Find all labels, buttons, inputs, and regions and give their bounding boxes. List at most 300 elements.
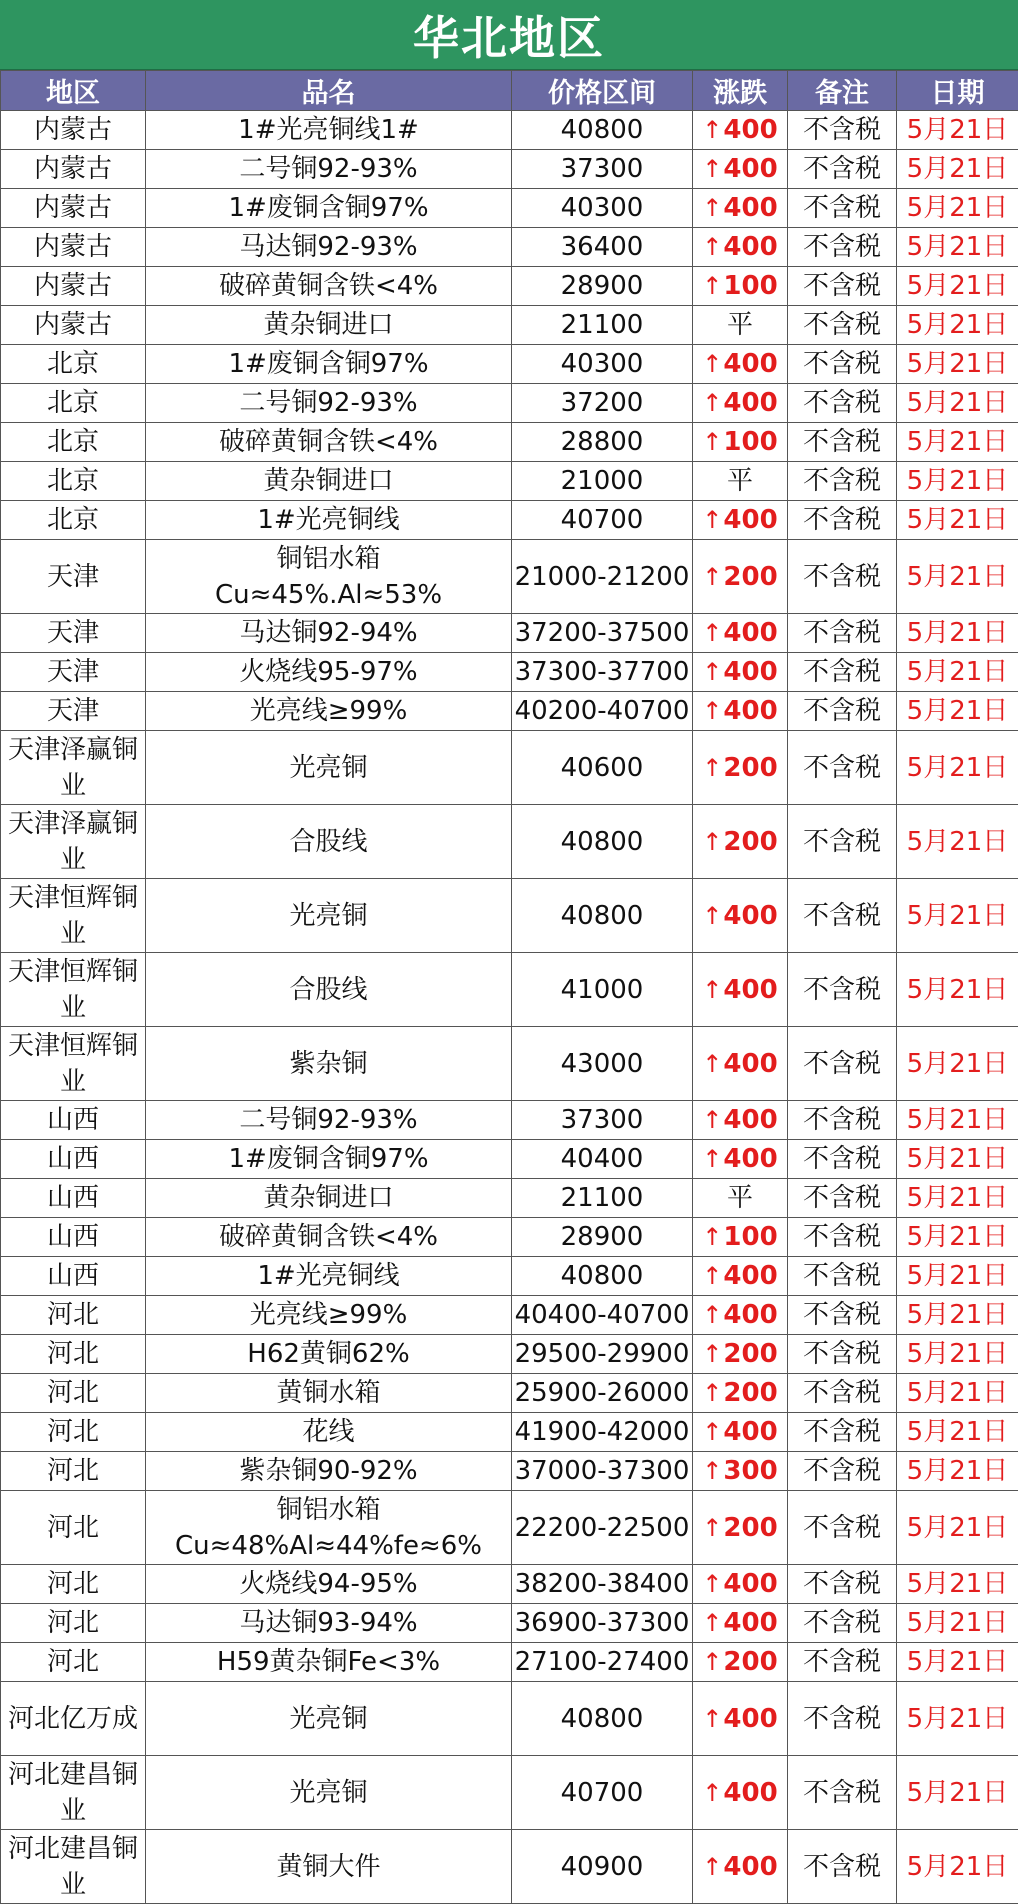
table-row <box>1 1179 1018 1218</box>
product-cell: 光亮线≥99% <box>146 1296 512 1335</box>
date-cell: 5月21日 <box>897 1296 1018 1335</box>
table-row <box>1 1335 1018 1374</box>
price-cell: 36400 <box>512 228 693 267</box>
change-cell: ↑200 <box>693 1374 788 1413</box>
up-arrow-icon: ↑ <box>702 1609 722 1637</box>
date-cell: 5月21日 <box>897 879 1018 953</box>
up-arrow-icon: ↑ <box>702 272 722 300</box>
region-cell: 河北 <box>1 1296 146 1335</box>
product-cell: 二号铜92-93% <box>146 1101 512 1140</box>
date-cell: 5月21日 <box>897 1452 1018 1491</box>
region-cell: 内蒙古 <box>1 267 146 306</box>
table-row <box>1 345 1018 384</box>
region-cell: 内蒙古 <box>1 306 146 345</box>
change-cell: ↑400 <box>693 692 788 731</box>
date-cell: 5月21日 <box>897 384 1018 423</box>
date-cell: 5月21日 <box>897 692 1018 731</box>
price-cell: 40800 <box>512 1257 693 1296</box>
up-arrow-icon: ↑ <box>702 1779 722 1807</box>
product-cell: 黄铜大件 <box>146 1830 512 1904</box>
change-cell: ↑400 <box>693 111 788 150</box>
table-row <box>1 501 1018 540</box>
up-arrow-icon: ↑ <box>702 1705 722 1733</box>
table-row <box>1 653 1018 692</box>
up-arrow-icon: ↑ <box>702 194 722 222</box>
price-cell: 25900-26000 <box>512 1374 693 1413</box>
table-row <box>1 267 1018 306</box>
product-cell: 破碎黄铜含铁<4% <box>146 423 512 462</box>
product-cell: 花线 <box>146 1413 512 1452</box>
change-cell: ↑400 <box>693 1140 788 1179</box>
change-cell: ↑400 <box>693 1565 788 1604</box>
note-cell: 不含税 <box>788 1604 897 1643</box>
region-cell: 河北 <box>1 1491 146 1565</box>
note-cell: 不含税 <box>788 1140 897 1179</box>
product-cell: 火烧线95-97% <box>146 653 512 692</box>
price-cell: 43000 <box>512 1027 693 1101</box>
region-cell: 河北 <box>1 1374 146 1413</box>
up-arrow-icon: ↑ <box>702 1418 722 1446</box>
product-cell: 1#废铜含铜97% <box>146 345 512 384</box>
product-cell: 二号铜92-93% <box>146 384 512 423</box>
up-arrow-icon: ↑ <box>702 1514 722 1542</box>
header-row <box>1 71 1018 111</box>
up-arrow-icon: ↑ <box>702 506 722 534</box>
date-cell: 5月21日 <box>897 805 1018 879</box>
change-cell: ↑400 <box>693 1682 788 1756</box>
table-row <box>1 1296 1018 1335</box>
date-cell: 5月21日 <box>897 653 1018 692</box>
date-cell: 5月21日 <box>897 1604 1018 1643</box>
note-cell: 不含税 <box>788 1218 897 1257</box>
change-cell: ↑200 <box>693 1491 788 1565</box>
date-cell: 5月21日 <box>897 1179 1018 1218</box>
date-cell: 5月21日 <box>897 1218 1018 1257</box>
column-header-date: 日期 <box>897 71 1018 111</box>
change-cell: ↑400 <box>693 1101 788 1140</box>
note-cell: 不含税 <box>788 111 897 150</box>
price-cell: 40200-40700 <box>512 692 693 731</box>
date-cell: 5月21日 <box>897 1027 1018 1101</box>
up-arrow-icon: ↑ <box>702 1262 722 1290</box>
product-cell: 光亮铜 <box>146 1682 512 1756</box>
price-cell: 37200-37500 <box>512 614 693 653</box>
region-cell: 天津 <box>1 692 146 731</box>
up-arrow-icon: ↑ <box>702 1340 722 1368</box>
price-cell: 40400-40700 <box>512 1296 693 1335</box>
region-cell: 河北建昌铜 业 <box>1 1756 146 1830</box>
product-cell: 马达铜92-93% <box>146 228 512 267</box>
page-title: 华北地区 <box>0 0 1018 70</box>
product-cell: 马达铜92-94% <box>146 614 512 653</box>
note-cell: 不含税 <box>788 953 897 1027</box>
region-cell: 内蒙古 <box>1 111 146 150</box>
price-cell: 37000-37300 <box>512 1452 693 1491</box>
product-cell: 1#废铜含铜97% <box>146 189 512 228</box>
up-arrow-icon: ↑ <box>702 1379 722 1407</box>
change-cell: ↑100 <box>693 267 788 306</box>
up-arrow-icon: ↑ <box>702 658 722 686</box>
change-cell: ↑400 <box>693 228 788 267</box>
table-row <box>1 1027 1018 1101</box>
note-cell: 不含税 <box>788 1101 897 1140</box>
date-cell: 5月21日 <box>897 228 1018 267</box>
column-header-note: 备注 <box>788 71 897 111</box>
table-row <box>1 1604 1018 1643</box>
table-row <box>1 1257 1018 1296</box>
column-header-change: 涨跌 <box>693 71 788 111</box>
price-cell: 21100 <box>512 306 693 345</box>
date-cell: 5月21日 <box>897 1101 1018 1140</box>
table-row <box>1 111 1018 150</box>
product-cell: 1#光亮铜线1# <box>146 111 512 150</box>
date-cell: 5月21日 <box>897 1491 1018 1565</box>
date-cell: 5月21日 <box>897 267 1018 306</box>
region-cell: 内蒙古 <box>1 150 146 189</box>
region-cell: 河北建昌铜 业 <box>1 1830 146 1904</box>
change-cell: 平 <box>693 462 788 501</box>
table-row <box>1 1756 1018 1830</box>
up-arrow-icon: ↑ <box>702 619 722 647</box>
region-cell: 山西 <box>1 1218 146 1257</box>
product-cell: 火烧线94-95% <box>146 1565 512 1604</box>
note-cell: 不含税 <box>788 384 897 423</box>
product-cell: 1#光亮铜线 <box>146 501 512 540</box>
product-cell: 光亮线≥99% <box>146 692 512 731</box>
price-cell: 38200-38400 <box>512 1565 693 1604</box>
region-cell: 北京 <box>1 462 146 501</box>
region-cell: 河北 <box>1 1335 146 1374</box>
up-arrow-icon: ↑ <box>702 754 722 782</box>
price-cell: 37300-37700 <box>512 653 693 692</box>
product-cell: 光亮铜 <box>146 1756 512 1830</box>
note-cell: 不含税 <box>788 1257 897 1296</box>
region-cell: 河北亿万成 <box>1 1682 146 1756</box>
table-row <box>1 1452 1018 1491</box>
table-row <box>1 1830 1018 1904</box>
up-arrow-icon: ↑ <box>702 155 722 183</box>
change-cell: ↑400 <box>693 953 788 1027</box>
note-cell: 不含税 <box>788 189 897 228</box>
date-cell: 5月21日 <box>897 345 1018 384</box>
note-cell: 不含税 <box>788 540 897 614</box>
change-cell: ↑400 <box>693 1830 788 1904</box>
price-cell: 41000 <box>512 953 693 1027</box>
note-cell: 不含税 <box>788 423 897 462</box>
change-cell: ↑400 <box>693 384 788 423</box>
region-cell: 河北 <box>1 1565 146 1604</box>
product-cell: 光亮铜 <box>146 731 512 805</box>
price-cell: 40800 <box>512 1682 693 1756</box>
product-cell: 黄杂铜进口 <box>146 306 512 345</box>
table-row <box>1 462 1018 501</box>
up-arrow-icon: ↑ <box>702 1223 722 1251</box>
note-cell: 不含税 <box>788 150 897 189</box>
region-cell: 山西 <box>1 1101 146 1140</box>
price-cell: 40900 <box>512 1830 693 1904</box>
up-arrow-icon: ↑ <box>702 1106 722 1134</box>
note-cell: 不含税 <box>788 1643 897 1682</box>
note-cell: 不含税 <box>788 462 897 501</box>
date-cell: 5月21日 <box>897 501 1018 540</box>
change-cell: ↑400 <box>693 1257 788 1296</box>
up-arrow-icon: ↑ <box>702 389 722 417</box>
price-cell: 40800 <box>512 879 693 953</box>
table-row <box>1 731 1018 805</box>
change-cell: ↑100 <box>693 1218 788 1257</box>
product-cell: H59黄杂铜Fe<3% <box>146 1643 512 1682</box>
date-cell: 5月21日 <box>897 540 1018 614</box>
price-cell: 21000-21200 <box>512 540 693 614</box>
table-row <box>1 1101 1018 1140</box>
date-cell: 5月21日 <box>897 306 1018 345</box>
product-cell: 黄杂铜进口 <box>146 1179 512 1218</box>
note-cell: 不含税 <box>788 692 897 731</box>
product-cell: 紫杂铜90-92% <box>146 1452 512 1491</box>
change-cell: ↑400 <box>693 345 788 384</box>
price-cell: 40300 <box>512 189 693 228</box>
note-cell: 不含税 <box>788 879 897 953</box>
region-cell: 天津 <box>1 540 146 614</box>
date-cell: 5月21日 <box>897 1257 1018 1296</box>
table-row <box>1 1491 1018 1565</box>
note-cell: 不含税 <box>788 1179 897 1218</box>
table-row <box>1 306 1018 345</box>
date-cell: 5月21日 <box>897 111 1018 150</box>
table-row <box>1 423 1018 462</box>
date-cell: 5月21日 <box>897 1413 1018 1452</box>
product-cell: 黄杂铜进口 <box>146 462 512 501</box>
up-arrow-icon: ↑ <box>702 1570 722 1598</box>
product-cell: 1#废铜含铜97% <box>146 1140 512 1179</box>
region-cell: 天津 <box>1 653 146 692</box>
change-cell: ↑200 <box>693 805 788 879</box>
price-cell: 21100 <box>512 1179 693 1218</box>
region-cell: 天津恒辉铜 业 <box>1 953 146 1027</box>
date-cell: 5月21日 <box>897 1830 1018 1904</box>
product-cell: 马达铜93-94% <box>146 1604 512 1643</box>
price-cell: 40700 <box>512 1756 693 1830</box>
up-arrow-icon: ↑ <box>702 828 722 856</box>
note-cell: 不含税 <box>788 1335 897 1374</box>
column-header-price: 价格区间 <box>512 71 693 111</box>
change-cell: ↑200 <box>693 1335 788 1374</box>
product-cell: H62黄铜62% <box>146 1335 512 1374</box>
product-cell: 光亮铜 <box>146 879 512 953</box>
table-row <box>1 614 1018 653</box>
region-cell: 河北 <box>1 1643 146 1682</box>
price-cell: 36900-37300 <box>512 1604 693 1643</box>
product-cell: 破碎黄铜含铁<4% <box>146 1218 512 1257</box>
date-cell: 5月21日 <box>897 1643 1018 1682</box>
change-cell: ↑100 <box>693 423 788 462</box>
date-cell: 5月21日 <box>897 1682 1018 1756</box>
up-arrow-icon: ↑ <box>702 233 722 261</box>
price-table <box>0 70 1018 1904</box>
region-cell: 天津泽赢铜 业 <box>1 731 146 805</box>
price-cell: 40600 <box>512 731 693 805</box>
note-cell: 不含税 <box>788 228 897 267</box>
note-cell: 不含税 <box>788 1491 897 1565</box>
note-cell: 不含税 <box>788 1374 897 1413</box>
product-cell: 二号铜92-93% <box>146 150 512 189</box>
table-row <box>1 228 1018 267</box>
date-cell: 5月21日 <box>897 614 1018 653</box>
date-cell: 5月21日 <box>897 1756 1018 1830</box>
column-header-product: 品名 <box>146 71 512 111</box>
region-cell: 河北 <box>1 1604 146 1643</box>
note-cell: 不含税 <box>788 345 897 384</box>
product-cell: 1#光亮铜线 <box>146 1257 512 1296</box>
up-arrow-icon: ↑ <box>702 1301 722 1329</box>
price-cell: 41900-42000 <box>512 1413 693 1452</box>
up-arrow-icon: ↑ <box>702 1050 722 1078</box>
region-cell: 天津泽赢铜 业 <box>1 805 146 879</box>
region-cell: 河北 <box>1 1452 146 1491</box>
note-cell: 不含税 <box>788 653 897 692</box>
change-cell: ↑400 <box>693 501 788 540</box>
product-cell: 破碎黄铜含铁<4% <box>146 267 512 306</box>
price-cell: 28800 <box>512 423 693 462</box>
region-cell: 北京 <box>1 384 146 423</box>
region-cell: 山西 <box>1 1179 146 1218</box>
change-cell: 平 <box>693 306 788 345</box>
note-cell: 不含税 <box>788 1756 897 1830</box>
note-cell: 不含税 <box>788 306 897 345</box>
table-body <box>1 111 1018 1904</box>
table-row <box>1 879 1018 953</box>
date-cell: 5月21日 <box>897 189 1018 228</box>
product-cell: 合股线 <box>146 805 512 879</box>
change-cell: ↑400 <box>693 879 788 953</box>
product-cell: 合股线 <box>146 953 512 1027</box>
date-cell: 5月21日 <box>897 953 1018 1027</box>
date-cell: 5月21日 <box>897 150 1018 189</box>
price-cell: 28900 <box>512 267 693 306</box>
note-cell: 不含税 <box>788 614 897 653</box>
region-cell: 北京 <box>1 501 146 540</box>
note-cell: 不含税 <box>788 501 897 540</box>
change-cell: ↑400 <box>693 1413 788 1452</box>
change-cell: ↑200 <box>693 540 788 614</box>
note-cell: 不含税 <box>788 1565 897 1604</box>
change-cell: ↑400 <box>693 189 788 228</box>
change-cell: ↑400 <box>693 1756 788 1830</box>
up-arrow-icon: ↑ <box>702 428 722 456</box>
table-row <box>1 1374 1018 1413</box>
note-cell: 不含税 <box>788 1296 897 1335</box>
price-cell: 40400 <box>512 1140 693 1179</box>
table-row <box>1 189 1018 228</box>
region-cell: 内蒙古 <box>1 228 146 267</box>
price-cell: 40300 <box>512 345 693 384</box>
product-cell: 紫杂铜 <box>146 1027 512 1101</box>
region-cell: 河北 <box>1 1413 146 1452</box>
table-row <box>1 540 1018 614</box>
table-row <box>1 384 1018 423</box>
note-cell: 不含税 <box>788 1830 897 1904</box>
change-cell: ↑400 <box>693 1296 788 1335</box>
change-cell: ↑400 <box>693 653 788 692</box>
change-cell: ↑400 <box>693 1604 788 1643</box>
column-header-region: 地区 <box>1 71 146 111</box>
product-cell: 黄铜水箱 <box>146 1374 512 1413</box>
price-cell: 29500-29900 <box>512 1335 693 1374</box>
table-row <box>1 692 1018 731</box>
change-cell: ↑400 <box>693 1027 788 1101</box>
table-row <box>1 1140 1018 1179</box>
up-arrow-icon: ↑ <box>702 116 722 144</box>
price-cell: 37300 <box>512 1101 693 1140</box>
region-cell: 北京 <box>1 345 146 384</box>
date-cell: 5月21日 <box>897 1140 1018 1179</box>
price-cell: 28900 <box>512 1218 693 1257</box>
product-cell: 铜铝水箱 Cu≈45%.Al≈53% <box>146 540 512 614</box>
price-cell: 40800 <box>512 805 693 879</box>
price-cell: 27100-27400 <box>512 1643 693 1682</box>
change-cell: ↑300 <box>693 1452 788 1491</box>
up-arrow-icon: ↑ <box>702 1457 722 1485</box>
note-cell: 不含税 <box>788 1027 897 1101</box>
change-cell: 平 <box>693 1179 788 1218</box>
note-cell: 不含税 <box>788 805 897 879</box>
price-cell: 21000 <box>512 462 693 501</box>
table-row <box>1 1682 1018 1756</box>
table-row <box>1 1643 1018 1682</box>
region-cell: 天津恒辉铜 业 <box>1 879 146 953</box>
date-cell: 5月21日 <box>897 462 1018 501</box>
price-cell: 40800 <box>512 111 693 150</box>
date-cell: 5月21日 <box>897 1335 1018 1374</box>
change-cell: ↑400 <box>693 150 788 189</box>
change-cell: ↑200 <box>693 731 788 805</box>
note-cell: 不含税 <box>788 1452 897 1491</box>
note-cell: 不含税 <box>788 267 897 306</box>
date-cell: 5月21日 <box>897 1374 1018 1413</box>
region-cell: 天津恒辉铜 业 <box>1 1027 146 1101</box>
product-cell: 铜铝水箱 Cu≈48%Al≈44%fe≈6% <box>146 1491 512 1565</box>
note-cell: 不含税 <box>788 1413 897 1452</box>
price-cell: 22200-22500 <box>512 1491 693 1565</box>
table-row <box>1 1413 1018 1452</box>
up-arrow-icon: ↑ <box>702 976 722 1004</box>
price-cell: 40700 <box>512 501 693 540</box>
region-cell: 北京 <box>1 423 146 462</box>
date-cell: 5月21日 <box>897 731 1018 805</box>
price-cell: 37200 <box>512 384 693 423</box>
table-row <box>1 1565 1018 1604</box>
price-cell: 37300 <box>512 150 693 189</box>
table-row <box>1 1218 1018 1257</box>
up-arrow-icon: ↑ <box>702 350 722 378</box>
date-cell: 5月21日 <box>897 423 1018 462</box>
note-cell: 不含税 <box>788 731 897 805</box>
change-cell: ↑200 <box>693 1643 788 1682</box>
up-arrow-icon: ↑ <box>702 563 722 591</box>
note-cell: 不含税 <box>788 1682 897 1756</box>
date-cell: 5月21日 <box>897 1565 1018 1604</box>
region-cell: 山西 <box>1 1140 146 1179</box>
region-cell: 天津 <box>1 614 146 653</box>
table-row <box>1 150 1018 189</box>
table-row <box>1 805 1018 879</box>
up-arrow-icon: ↑ <box>702 902 722 930</box>
table-row <box>1 953 1018 1027</box>
up-arrow-icon: ↑ <box>702 1648 722 1676</box>
up-arrow-icon: ↑ <box>702 1853 722 1881</box>
region-cell: 内蒙古 <box>1 189 146 228</box>
change-cell: ↑400 <box>693 614 788 653</box>
